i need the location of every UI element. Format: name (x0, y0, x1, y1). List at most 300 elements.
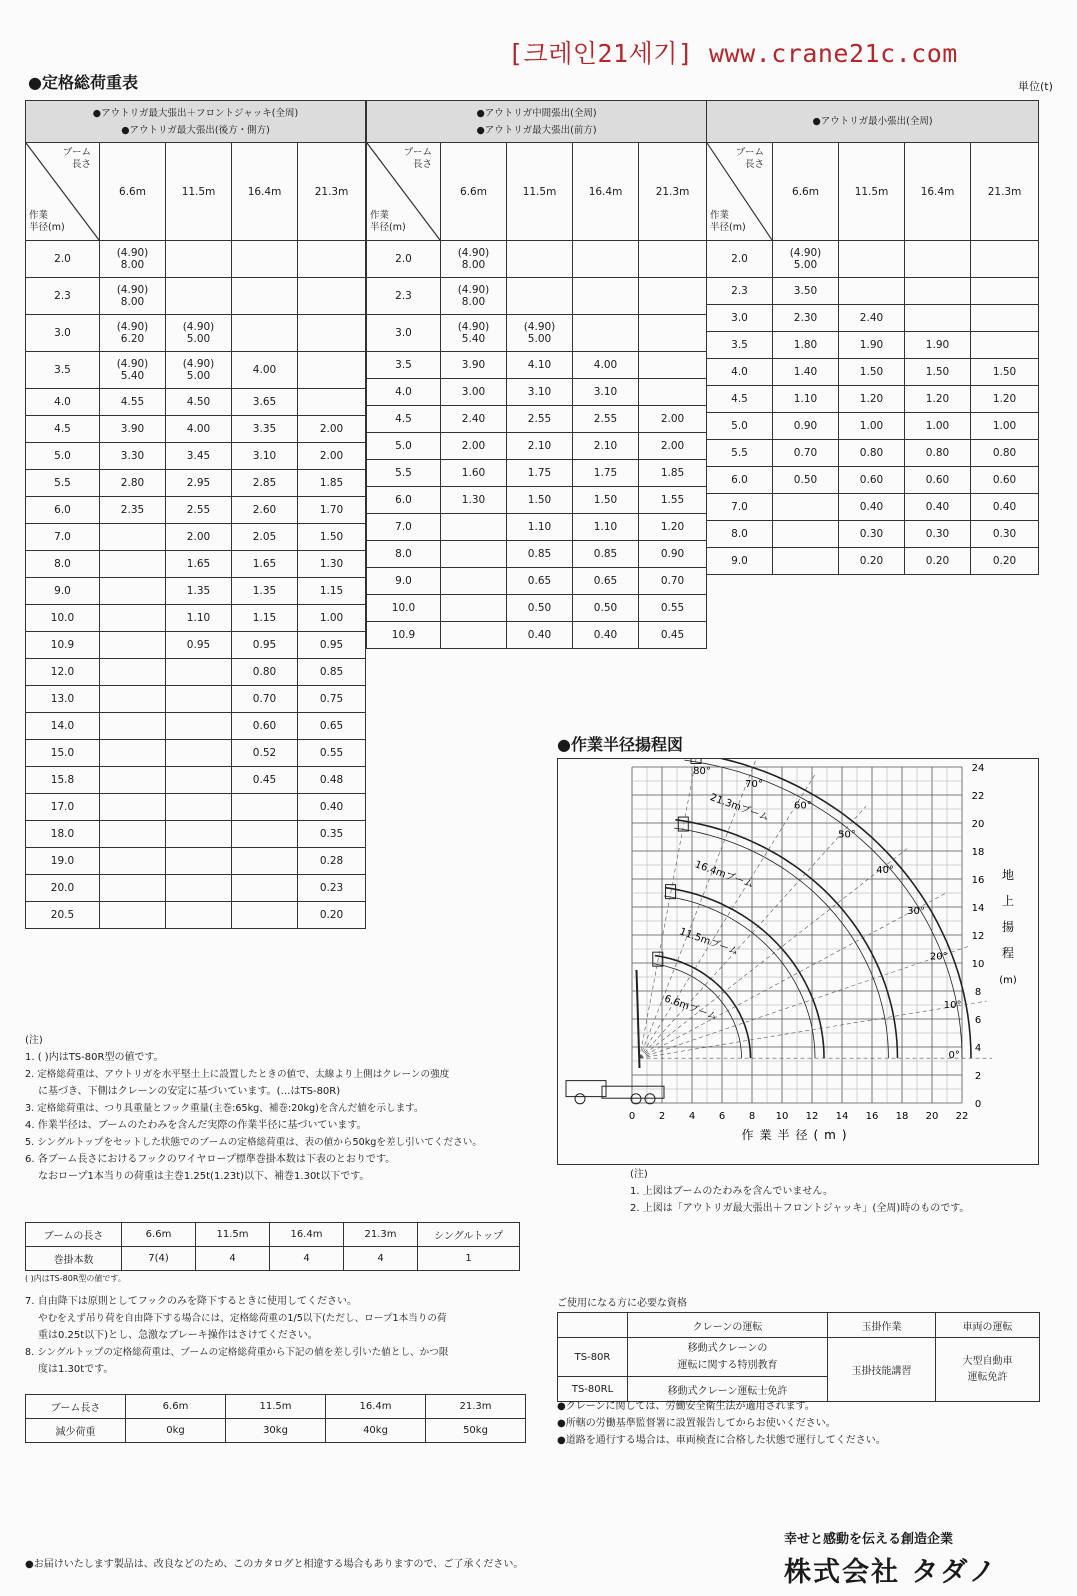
load-cell: 1.10 (573, 514, 639, 541)
load-table-1 (25, 100, 366, 929)
reduce-cell: 減少荷重 (26, 1419, 126, 1443)
table-row (367, 278, 707, 315)
load-cell: (4.90) 5.00 (773, 241, 839, 278)
chart-note-1: 1. 上図はブームのたわみを含んでいません。 (630, 1186, 834, 1197)
radius-cell: 15.0 (26, 740, 100, 767)
table-row (707, 440, 1039, 467)
notes-block-2 (25, 1293, 530, 1378)
load-cell: 0.65 (573, 568, 639, 595)
y-tick-label: 10 (971, 959, 985, 970)
load-cell: 3.10 (507, 379, 573, 406)
load-cell (100, 794, 166, 821)
load-cell: 2.95 (166, 470, 232, 497)
radius-cell: 6.0 (26, 497, 100, 524)
load-cell (971, 305, 1039, 332)
rope-cell: 4 (344, 1247, 418, 1271)
radius-cell: 4.5 (707, 386, 773, 413)
note-8a: 8. シングルトップの定格総荷重は、ブームの定格総荷重から下記の値を差し引いた値とし、かつ限 (25, 1347, 449, 1358)
load-cell: 0.70 (639, 568, 707, 595)
load-cell (232, 902, 298, 929)
load-cell (905, 241, 971, 278)
load-cell: 0.48 (298, 767, 366, 794)
boom-length-label: ブーム 長さ (403, 147, 432, 170)
table-row (26, 632, 366, 659)
load-cell: 1.75 (573, 460, 639, 487)
rope-header: 21.3m (344, 1223, 418, 1247)
load-cell: 2.05 (232, 524, 298, 551)
table-row (367, 568, 707, 595)
footer-note: ●お届けいたします製品は、改良などのため、このカタログと相違する場合もありますので、ご了承ください。 (25, 1559, 524, 1570)
note-8b: 度は1.30tです。 (38, 1364, 114, 1375)
load-cell: 1.55 (639, 487, 707, 514)
x-tick-label: 4 (688, 1111, 696, 1122)
load-cell: 0.20 (298, 902, 366, 929)
load-cell (573, 241, 639, 278)
load-cell (573, 278, 639, 315)
x-tick-label: 10 (775, 1111, 789, 1122)
load-cell: 0.40 (971, 494, 1039, 521)
reduce-header: 21.3m (426, 1395, 526, 1419)
load-cell: (4.90) 5.00 (166, 352, 232, 389)
y-tick-label: 14 (971, 903, 985, 914)
load-cell (166, 278, 232, 315)
boom-header: 6.6m (441, 143, 507, 241)
truck-wheel (631, 1094, 641, 1104)
radius-cell: 5.0 (367, 433, 441, 460)
radius-cell: 3.5 (26, 352, 100, 389)
radius-cell: 10.9 (26, 632, 100, 659)
load-cell (100, 659, 166, 686)
radius-cell: 15.8 (26, 767, 100, 794)
load-cell: 0.90 (639, 541, 707, 568)
reduce-header: ブーム長さ (26, 1395, 126, 1419)
rope-cell: 1 (418, 1247, 520, 1271)
table-row (26, 278, 366, 315)
rope-header: ブームの長さ (26, 1223, 122, 1247)
load-cell: 0.70 (773, 440, 839, 467)
load-cell (905, 305, 971, 332)
boom-label: 6.6mブーム (662, 993, 719, 1023)
load-cell: 1.90 (839, 332, 905, 359)
load-cell: 0.20 (905, 548, 971, 575)
load-cell: 2.30 (773, 305, 839, 332)
table-row (367, 352, 707, 379)
radius-cell: 14.0 (26, 713, 100, 740)
load-cell (100, 713, 166, 740)
boom-label: 16.4mブーム (693, 859, 756, 891)
load-cell: 1.00 (905, 413, 971, 440)
load-cell (166, 740, 232, 767)
y-tick-label: 22 (971, 791, 985, 802)
x-tick-label: 14 (835, 1111, 849, 1122)
load-cell (232, 794, 298, 821)
load-cell: 3.10 (573, 379, 639, 406)
chart-notes-head: (注) (630, 1169, 648, 1180)
load-cell: 0.50 (507, 595, 573, 622)
working-range-chart (558, 759, 1038, 1164)
table-row (26, 686, 366, 713)
load-cell: 3.00 (441, 379, 507, 406)
note-6a: 6. 各ブーム長さにおけるフックのワイヤロープ標準巻掛本数は下表のとおりです。 (25, 1154, 396, 1165)
load-cell: 0.40 (905, 494, 971, 521)
boom-header: 11.5m (507, 143, 573, 241)
table-row (707, 241, 1039, 278)
load-cell: 0.30 (971, 521, 1039, 548)
slogan: 幸せと感動を伝える創造企業 (784, 1532, 954, 1547)
load-cell: 2.00 (298, 416, 366, 443)
table-row (367, 406, 707, 433)
group-line: ●アウトリガ最大張出＋フロントジャッキ(全周) (92, 107, 299, 119)
load-cell (100, 578, 166, 605)
load-cell (639, 315, 707, 352)
rope-header: 6.6m (122, 1223, 196, 1247)
reduce-cell: 30kg (226, 1419, 326, 1443)
load-cell: 0.50 (773, 467, 839, 494)
table-row (707, 521, 1039, 548)
rated-load-title: ●定格総荷重表 (28, 73, 138, 92)
load-cell: 1.20 (905, 386, 971, 413)
load-cell: 0.45 (232, 767, 298, 794)
qual-h3: 車両の運転 (936, 1313, 1040, 1338)
load-cell: 0.60 (839, 467, 905, 494)
load-cell: 1.80 (773, 332, 839, 359)
reduce-header: 6.6m (126, 1395, 226, 1419)
load-cell (166, 875, 232, 902)
table-row (26, 875, 366, 902)
load-cell (100, 821, 166, 848)
load-cell (166, 713, 232, 740)
table-row (367, 514, 707, 541)
truck-cab (566, 1081, 606, 1097)
load-cell: 1.20 (639, 514, 707, 541)
load-cell: 1.90 (905, 332, 971, 359)
load-cell: 2.10 (573, 433, 639, 460)
load-cell: 0.55 (639, 595, 707, 622)
bullet-2: ●所轄の労働基準監督署に設置報告してからお使いください。 (557, 1418, 836, 1429)
load-cell (507, 241, 573, 278)
load-cell: 0.50 (573, 595, 639, 622)
angle-line (640, 894, 945, 1058)
load-cell: 4.00 (232, 352, 298, 389)
load-cell: (4.90) 8.00 (100, 241, 166, 278)
table-row (367, 487, 707, 514)
load-cell: 0.85 (298, 659, 366, 686)
radius-cell: 2.0 (367, 241, 441, 278)
table-row (26, 767, 366, 794)
table-row (26, 551, 366, 578)
load-cell (441, 514, 507, 541)
boom-length-label: ブーム 長さ (62, 147, 91, 170)
load-cell: 2.55 (166, 497, 232, 524)
table-row (26, 902, 366, 929)
load-cell: (4.90) 8.00 (441, 278, 507, 315)
note-7c: 重は0.25t以下)とし、急激なブレーキ操作はさけてください。 (38, 1330, 318, 1341)
boom-header: 16.4m (232, 143, 298, 241)
table-row (707, 332, 1039, 359)
radius-cell: 2.0 (707, 241, 773, 278)
load-cell: 0.80 (232, 659, 298, 686)
table-row (26, 524, 366, 551)
y-tick-label: 24 (971, 763, 985, 774)
boom-header: 21.3m (971, 143, 1039, 241)
table-row (26, 497, 366, 524)
qual-sharyo: 大型自動車 運転免許 (936, 1338, 1040, 1402)
load-cell (100, 848, 166, 875)
table-row (26, 848, 366, 875)
group-header-1 (26, 101, 366, 143)
load-cell: 1.20 (839, 386, 905, 413)
load-cell: 1.85 (298, 470, 366, 497)
radius-cell: 8.0 (26, 551, 100, 578)
radius-cell: 3.0 (707, 305, 773, 332)
y-axis-label: 揚 (1001, 920, 1015, 934)
group-header-2 (367, 101, 707, 143)
radius-cell: 3.0 (26, 315, 100, 352)
load-cell (100, 605, 166, 632)
load-cell: 1.50 (839, 359, 905, 386)
corner-cell (707, 143, 773, 241)
table-row (367, 460, 707, 487)
load-cell: 0.85 (573, 541, 639, 568)
angle-line (640, 847, 910, 1058)
load-cell (100, 524, 166, 551)
load-cell: 0.40 (839, 494, 905, 521)
angle-line (640, 773, 816, 1058)
boom-length-label: ブーム 長さ (735, 147, 764, 170)
table-row (26, 605, 366, 632)
load-cell: 3.65 (232, 389, 298, 416)
load-cell (100, 902, 166, 929)
load-table-2 (366, 100, 707, 649)
load-cell: 2.00 (639, 433, 707, 460)
x-tick-label: 8 (748, 1111, 756, 1122)
load-cell: 2.35 (100, 497, 166, 524)
notes-head: (注) (25, 1035, 43, 1046)
load-cell (298, 278, 366, 315)
x-tick-label: 6 (718, 1111, 726, 1122)
load-cell: 1.15 (232, 605, 298, 632)
chart-notes (630, 1166, 969, 1217)
radius-cell: 5.5 (707, 440, 773, 467)
load-cell: 0.60 (971, 467, 1039, 494)
load-cell (639, 379, 707, 406)
rope-cell: 7(4) (122, 1247, 196, 1271)
group-line: ●アウトリガ中間張出(全周) (476, 107, 597, 119)
qual-model-2: TS-80RL (558, 1377, 628, 1402)
chart-frame (557, 758, 1039, 1165)
load-cell (639, 241, 707, 278)
load-cell: 0.23 (298, 875, 366, 902)
note-3: 3. 定格総荷重は、つり具重量とフック重量(主巻:65kg、補巻:20kg)を含んだ値を示します。 (25, 1103, 424, 1114)
angle-label: 10° (943, 1000, 962, 1012)
radius-cell: 4.0 (707, 359, 773, 386)
radius-cell: 4.5 (26, 416, 100, 443)
load-cell (232, 241, 298, 278)
load-cell: 1.60 (441, 460, 507, 487)
load-cell (232, 278, 298, 315)
table-row (367, 595, 707, 622)
table-row (367, 315, 707, 352)
table-row (26, 740, 366, 767)
load-cell (232, 848, 298, 875)
radius-cell: 20.5 (26, 902, 100, 929)
table-row (26, 578, 366, 605)
y-tick-label: 16 (971, 875, 985, 886)
table-row (26, 241, 366, 278)
load-cell (100, 767, 166, 794)
radius-cell: 9.0 (367, 568, 441, 595)
load-cell: 0.20 (971, 548, 1039, 575)
radius-cell: 4.0 (26, 389, 100, 416)
load-cell: 0.60 (232, 713, 298, 740)
load-cell: (4.90) 8.00 (441, 241, 507, 278)
radius-cell: 18.0 (26, 821, 100, 848)
radius-label: 作業 半径(m) (710, 210, 746, 233)
y-tick-label: 8 (974, 987, 982, 998)
table-row (26, 470, 366, 497)
load-cell (441, 568, 507, 595)
load-cell: 2.00 (639, 406, 707, 433)
radius-cell: 7.0 (707, 494, 773, 521)
load-cell: 0.55 (298, 740, 366, 767)
load-cell: 0.45 (639, 622, 707, 649)
load-cell: 0.30 (905, 521, 971, 548)
load-cell (100, 686, 166, 713)
group-header-3 (707, 101, 1039, 143)
load-cell (773, 548, 839, 575)
radius-cell: 8.0 (707, 521, 773, 548)
table-row (26, 821, 366, 848)
table-row (707, 386, 1039, 413)
load-cell: 0.65 (298, 713, 366, 740)
load-cell: 1.70 (298, 497, 366, 524)
load-cell: 1.10 (773, 386, 839, 413)
y-tick-label: 4 (974, 1043, 982, 1054)
load-cell (507, 278, 573, 315)
load-cell: 1.00 (298, 605, 366, 632)
load-cell: 4.55 (100, 389, 166, 416)
load-cell: 2.40 (441, 406, 507, 433)
load-cell: 3.35 (232, 416, 298, 443)
boom-header: 21.3m (639, 143, 707, 241)
load-cell (166, 902, 232, 929)
note-1: 1. ( )内はTS-80R型の値です。 (25, 1052, 164, 1063)
load-cell (773, 494, 839, 521)
radius-cell: 2.3 (367, 278, 441, 315)
load-cell: 0.52 (232, 740, 298, 767)
y-tick-label: 18 (971, 847, 985, 858)
load-cell (573, 315, 639, 352)
radius-cell: 3.0 (367, 315, 441, 352)
load-cell: 0.28 (298, 848, 366, 875)
load-cell: 0.80 (839, 440, 905, 467)
company-name: 株式会社 タダノ (784, 1557, 998, 1588)
y-tick-label: 0 (974, 1099, 982, 1110)
table-row (707, 467, 1039, 494)
boom-header: 11.5m (166, 143, 232, 241)
radius-cell: 5.5 (26, 470, 100, 497)
load-cell (971, 241, 1039, 278)
boom-header: 6.6m (773, 143, 839, 241)
load-cell: 0.75 (298, 686, 366, 713)
load-cell (298, 352, 366, 389)
load-cell (298, 315, 366, 352)
table-row (707, 305, 1039, 332)
note-7b: やむをえず吊り荷を自由降下する場合には、定格総荷重の1/5以下(ただし、ロープ1本当りの荷 (38, 1313, 447, 1324)
load-cell (232, 821, 298, 848)
bullet-3: ●道路を通行する場合は、車両検査に合格した状態で運行してください。 (557, 1435, 886, 1446)
table-row (26, 389, 366, 416)
load-cell (773, 521, 839, 548)
radius-cell: 4.0 (367, 379, 441, 406)
radius-cell: 10.0 (367, 595, 441, 622)
load-cell (166, 659, 232, 686)
reduce-cell: 0kg (126, 1419, 226, 1443)
y-tick-label: 6 (974, 1015, 982, 1026)
load-cell: 0.35 (298, 821, 366, 848)
radius-cell: 7.0 (26, 524, 100, 551)
rope-small-note: ( )内はTS-80R型の値です。 (25, 1274, 126, 1283)
chart-title: ●作業半径揚程図 (557, 735, 683, 754)
boom-label: 11.5mブーム (677, 926, 740, 958)
load-cell: 4.10 (507, 352, 573, 379)
table-row (26, 443, 366, 470)
load-cell (441, 622, 507, 649)
load-cell: 1.40 (773, 359, 839, 386)
group-line: ●アウトリガ最大張出(後方・側方) (121, 124, 270, 136)
reduce-header: 16.4m (326, 1395, 426, 1419)
load-cell (166, 848, 232, 875)
note-5: 5. シングルトップをセットした状態でのブームの定格総荷重は、表の値から50kgを差し引いてください。 (25, 1137, 482, 1148)
x-tick-label: 2 (658, 1111, 666, 1122)
load-cell (839, 241, 905, 278)
radius-cell: 7.0 (367, 514, 441, 541)
load-cell: 0.70 (232, 686, 298, 713)
load-cell: (4.90) 5.00 (507, 315, 573, 352)
load-cell (298, 241, 366, 278)
watermark-url: [크레인21세기] www.crane21c.com (508, 39, 958, 68)
load-cell: 3.10 (232, 443, 298, 470)
note-7a: 7. 自由降下は原則としてフックのみを降下するときに使用してください。 (25, 1296, 358, 1307)
radius-cell: 2.3 (26, 278, 100, 315)
table-row (367, 433, 707, 460)
radius-cell: 9.0 (707, 548, 773, 575)
load-cell (971, 332, 1039, 359)
qual-c1a: 移動式クレーンの (687, 1343, 768, 1354)
boom-label: 21.3mブーム (708, 792, 771, 824)
rope-header: 11.5m (196, 1223, 270, 1247)
table-row (26, 794, 366, 821)
qual-c1b: 運転に関する特別教育 (677, 1360, 778, 1371)
load-cell (298, 389, 366, 416)
radius-label: 作業 半径(m) (370, 210, 406, 233)
x-tick-label: 18 (895, 1111, 909, 1122)
corner-cell (367, 143, 441, 241)
boom-arc (662, 888, 824, 1058)
angle-line (640, 806, 867, 1058)
load-cell: 0.20 (839, 548, 905, 575)
angle-label: 0° (948, 1050, 960, 1062)
table-row (707, 548, 1039, 575)
boom-header: 21.3m (298, 143, 366, 241)
load-cell: 0.80 (971, 440, 1039, 467)
load-cell (166, 767, 232, 794)
radius-cell: 10.9 (367, 622, 441, 649)
radius-cell: 2.0 (26, 241, 100, 278)
table-row (707, 359, 1039, 386)
load-cell: 0.65 (507, 568, 573, 595)
radius-cell: 4.5 (367, 406, 441, 433)
